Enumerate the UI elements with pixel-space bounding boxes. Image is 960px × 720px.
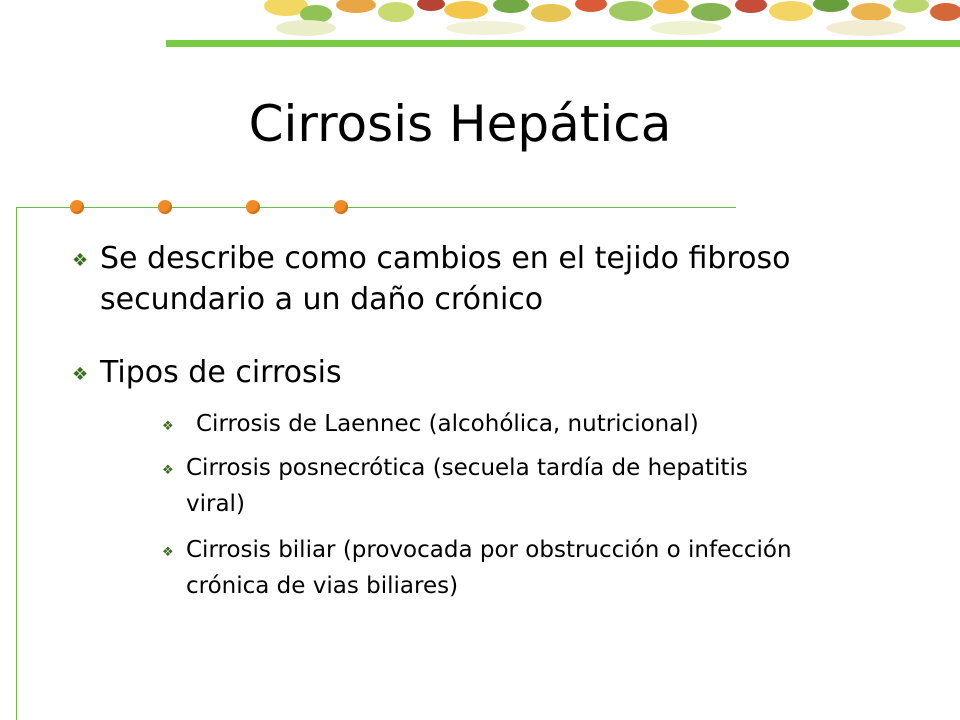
list-item xyxy=(72,352,860,393)
flower-pattern-image xyxy=(166,0,960,40)
bullet-text: Cirrosis de Laennec (alcohólica, nutricional) xyxy=(196,411,699,437)
four-point-star-icon: ❖ xyxy=(72,364,89,385)
decorative-dot xyxy=(334,200,348,214)
bullet-text: Tipos de cirrosis xyxy=(100,355,342,390)
horizontal-divider xyxy=(16,207,736,208)
header-decoration-band xyxy=(166,0,960,40)
decorative-dot xyxy=(246,200,260,214)
list-item xyxy=(162,450,786,522)
bullet-text: Se describe como cambios en el tejido fibroso secundario a un daño crónico xyxy=(100,241,791,317)
list-item xyxy=(162,532,836,604)
four-point-star-icon: ❖ xyxy=(72,250,89,271)
vertical-divider xyxy=(16,207,17,720)
four-point-star-icon: ❖ xyxy=(162,419,174,434)
decorative-dot xyxy=(158,200,172,214)
bullet-text: Cirrosis biliar (provocada por obstrucción o infección crónica de vias biliares) xyxy=(186,537,792,599)
list-item xyxy=(72,238,860,320)
slide-title: Cirrosis Hepática xyxy=(248,95,672,153)
list-item xyxy=(162,406,866,442)
four-point-star-icon: ❖ xyxy=(162,463,174,478)
header-green-stripe xyxy=(166,40,960,47)
bullet-text: Cirrosis posnecrótica (secuela tardía de hepatitis viral) xyxy=(186,455,748,517)
four-point-star-icon: ❖ xyxy=(162,545,174,560)
decorative-dot xyxy=(70,200,84,214)
